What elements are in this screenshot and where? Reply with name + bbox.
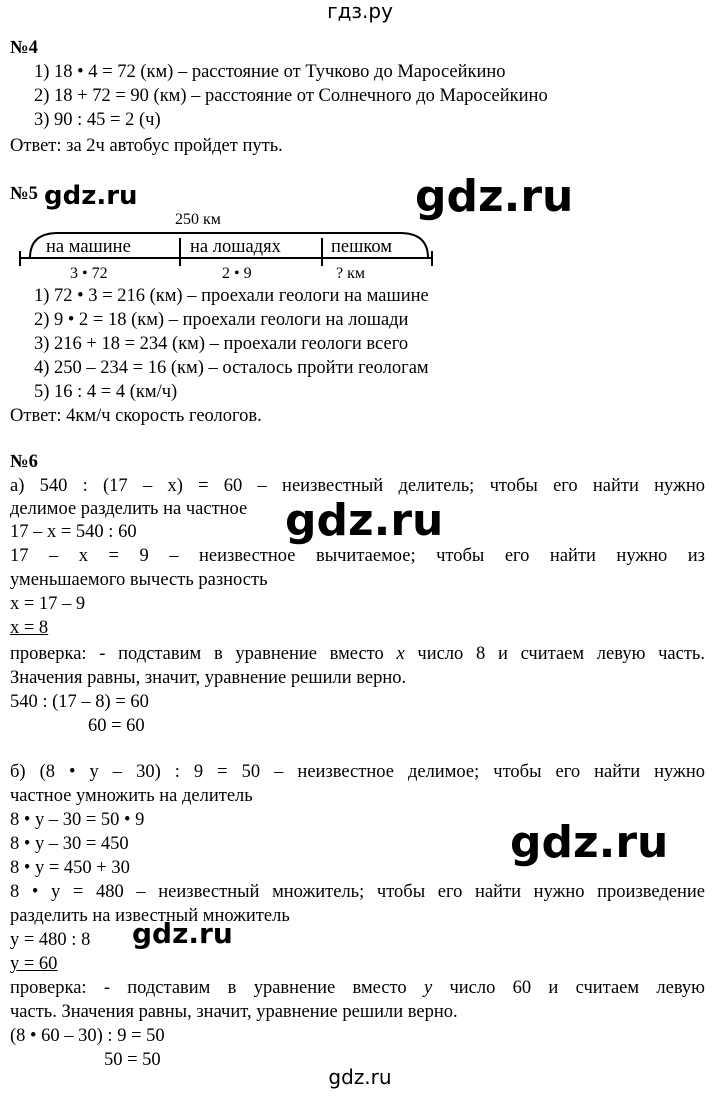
- task6a-line-3: 17 – х = 540 : 60: [10, 522, 137, 542]
- task5-step-3: 3) 216 + 18 = 234 (км) – проехали геологи всего: [34, 334, 409, 354]
- diagram-segment-car: на машине: [46, 237, 131, 257]
- task6b-line-11: часть. Значения равны, значит, уравнение решили верно.: [10, 1002, 458, 1022]
- task5-step-5: 5) 16 : 4 = 4 (км/ч): [34, 382, 178, 402]
- site-watermark-top: гдз.ру: [327, 0, 393, 23]
- task6b-line-7: разделить на известный множитель: [10, 906, 290, 926]
- watermark: gdz.ru: [132, 917, 233, 950]
- task6a-check-equation: 540 : (17 – 8) = 60: [10, 692, 149, 712]
- task6a-line-5: уменьшаемого вычесть разность: [10, 570, 268, 590]
- task6a-check-result: 60 = 60: [88, 716, 145, 736]
- watermark: gdz.ru: [510, 817, 669, 868]
- task6b-check-equation: (8 • 60 – 30) : 9 = 50: [10, 1026, 165, 1046]
- task6b-line-5: 8 • у = 450 + 30: [10, 858, 130, 878]
- task6b-check: [10, 977, 705, 1000]
- diagram-below-horses: 2 • 9: [222, 265, 252, 282]
- task4-heading: №4: [10, 38, 38, 58]
- task4-step-2: 2) 18 + 72 = 90 (км) – расстояние от Солнечного до Маросейкино: [34, 86, 548, 106]
- task5-step-4: 4) 250 – 234 = 16 (км) – осталось пройти геологам: [34, 358, 429, 378]
- task6a-line-9: Значения равны, значит, уравнение решили верно.: [10, 668, 407, 688]
- task6b-line-4: 8 • у – 30 = 450: [10, 834, 129, 854]
- task6b-line-6: 8 • у = 480 – неизвестный множитель; чтобы его найти нужно произведение: [10, 882, 705, 902]
- task4-answer: Ответ: за 2ч автобус пройдет путь.: [10, 136, 283, 156]
- task4-step-3: 3) 90 : 45 = 2 (ч): [34, 110, 161, 130]
- task6b-line-2: частное умножить на делитель: [10, 786, 253, 806]
- watermark: gdz.ru: [44, 181, 138, 211]
- task6a-line-6: х = 17 – 9: [10, 594, 86, 614]
- task5-heading: №5: [10, 184, 38, 204]
- task6b-line-8: у = 480 : 8: [10, 930, 91, 950]
- task5-answer: Ответ: 4км/ч скорость геологов.: [10, 406, 262, 426]
- task6a-line-4: 17 – х = 9 – неизвестное вычитаемое; чтобы его найти нужно из: [10, 546, 705, 566]
- task6b-line-3: 8 • у – 30 = 50 • 9: [10, 810, 145, 830]
- task6a-result: х = 8: [10, 618, 49, 638]
- diagram-below-car: 3 • 72: [70, 265, 108, 282]
- task6b-check-variable: у: [423, 978, 433, 998]
- task6a-line-1: а) 540 : (17 – х) = 60 – неизвестный делитель; чтобы его найти нужно: [10, 476, 705, 496]
- watermark: gdz.ru: [285, 495, 444, 546]
- task6b-check-result: 50 = 50: [104, 1050, 161, 1070]
- task6a-check-text-1: проверка: - подставим в уравнение вместо: [10, 644, 397, 664]
- diagram-below-walk: ? км: [336, 265, 365, 282]
- task6b-check-text-1: проверка: - подставим в уравнение вместо: [10, 978, 424, 998]
- task6a-check-variable: х: [396, 644, 405, 664]
- site-watermark-bottom: gdz.ru: [328, 1065, 392, 1089]
- diagram-segment-walk: пешком: [331, 237, 393, 257]
- task4-step-1: 1) 18 • 4 = 72 (км) – расстояние от Тучково до Маросейкино: [34, 62, 506, 82]
- task6a-check-text-2: число 8 и считаем левую часть.: [404, 644, 705, 664]
- task6b-line-1: б) (8 • у – 30) : 9 = 50 – неизвестное делимое; чтобы его найти нужно: [10, 762, 705, 782]
- task6a-line-2: делимое разделить на частное: [10, 499, 248, 519]
- task6b-check-text-2: число 60 и считаем левую: [432, 978, 706, 998]
- watermark: gdz.ru: [415, 171, 574, 222]
- task5-step-1: 1) 72 • 3 = 216 (км) – проехали геологи на машине: [34, 286, 429, 306]
- diagram-total-label: 250 км: [175, 211, 221, 228]
- task5-step-2: 2) 9 • 2 = 18 (км) – проехали геологи на лошади: [34, 310, 409, 330]
- task6a-check: [10, 643, 705, 666]
- task6-heading: №6: [10, 452, 38, 472]
- task6b-result: у = 60: [10, 954, 58, 974]
- diagram-segment-horses: на лошадях: [190, 237, 281, 257]
